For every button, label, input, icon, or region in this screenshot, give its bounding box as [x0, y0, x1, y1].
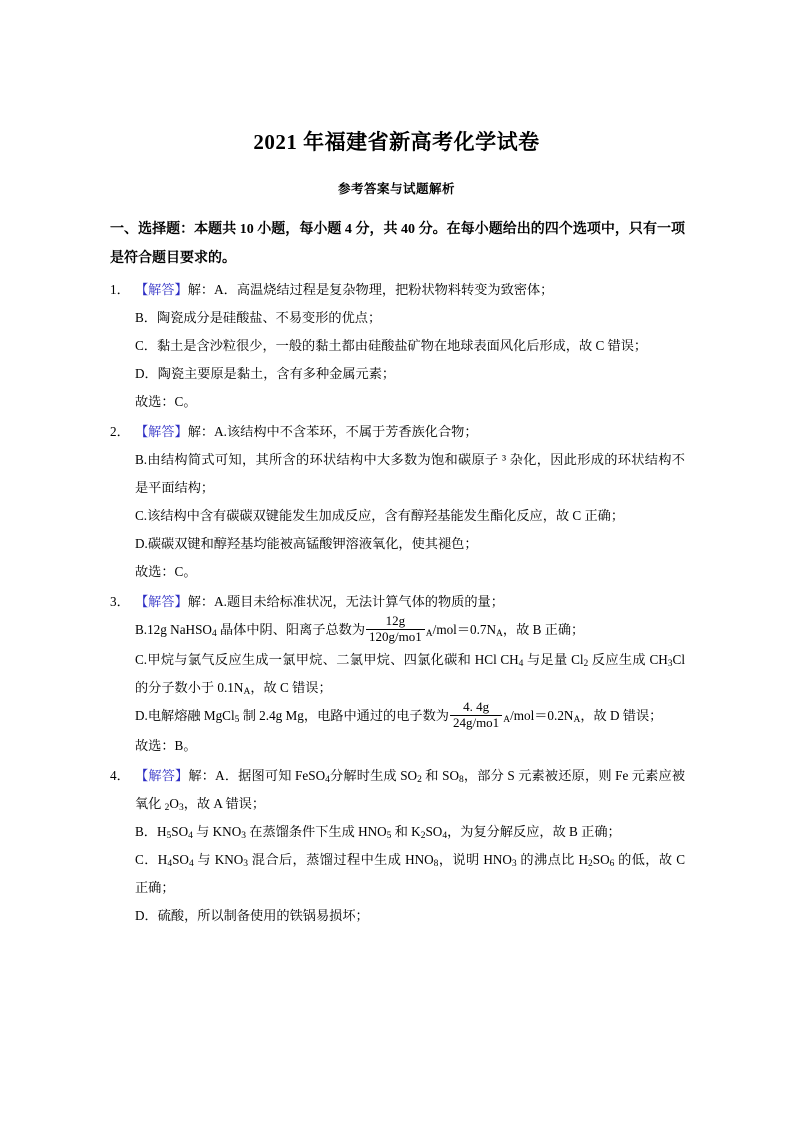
question-2-line-d — [110, 530, 685, 558]
formula-subscript: A — [496, 629, 503, 640]
question-4-line-a — [110, 762, 685, 818]
question-4-option-c-8: 的低，故 C 正确； — [135, 852, 685, 896]
fraction-numerator: 12g — [385, 612, 406, 628]
question-3-answer — [110, 732, 685, 760]
question-block-2 — [110, 416, 685, 586]
question-2-option-c: C.该结构中含有碳碳双键能发生加成反应，含有醇羟基能发生酯化反应，故 C 正确； — [135, 508, 625, 523]
question-3-option-c-4: Cl 的分子数小于 0.1N — [135, 652, 685, 696]
answer-lead: 解： — [187, 282, 215, 298]
question-4-option-b-6: SO — [425, 824, 443, 840]
question-4-option-a-1: A．据图可知 FeSO — [215, 768, 326, 784]
question-3-option-d-pre: D.电解熔融 MgCl — [135, 708, 235, 724]
answer-marker: 【解答】 — [135, 424, 188, 440]
question-4-option-c-2: SO — [172, 852, 189, 868]
formula-subscript: 4 — [211, 629, 217, 640]
question-2-answer — [110, 558, 685, 586]
question-3-option-b-pre: B.12g NaHSO — [135, 622, 212, 638]
question-1-option-d: D．陶瓷主要原是黏土，含有多种金属元素； — [135, 366, 396, 382]
formula-subscript: A — [503, 715, 511, 726]
formula-subscript: 4 — [442, 831, 448, 842]
formula-subscript: 3 — [241, 831, 246, 842]
question-2-final-answer: 故选：C。 — [135, 563, 197, 579]
answer-marker: 【解答】 — [135, 282, 188, 298]
page-subtitle: 参考答案与试题解析 — [337, 182, 455, 197]
question-3-line-a — [110, 588, 685, 616]
fraction-4-4g-over-24g-per-mol — [450, 700, 502, 730]
question-1-number: 1． — [110, 282, 130, 298]
question-3-number: 3． — [110, 593, 130, 609]
question-4-option-b-4: 在蒸馏条件下生成 HNO — [245, 824, 387, 840]
question-2-line-b — [110, 446, 685, 502]
fraction-denominator: 120g/mo1 — [366, 629, 425, 645]
formula-subscript: 5 — [234, 715, 240, 726]
question-4-option-d: D．硫酸，所以制备使用的铁锅易损坏； — [135, 908, 369, 923]
question-4-option-c-1: C．H — [135, 852, 168, 868]
question-1-line-a — [110, 276, 685, 304]
question-3-option-c-3: 反应生成 CH — [588, 652, 668, 668]
question-2-option-a: A.该结构中不含苯环，不属于芳香族化合物； — [214, 424, 478, 440]
question-3-line-d — [110, 699, 685, 732]
question-3-option-c-1: C.甲烷与氯气反应生成一氯甲烷、二氯甲烷、四氯化碳和 HCl CH — [135, 652, 519, 668]
question-1-line-d — [110, 360, 685, 388]
question-block-1 — [110, 274, 685, 416]
question-4-option-c-7: SO — [592, 852, 610, 868]
formula-subscript: 6 — [609, 859, 615, 870]
document-body — [0, 197, 793, 930]
formula-subscript: A — [243, 687, 251, 698]
question-1-answer — [110, 388, 685, 416]
question-4-option-b-2: SO — [171, 824, 189, 840]
question-2-line-c — [110, 502, 685, 530]
question-4-line-b — [110, 818, 685, 846]
formula-subscript: 5 — [386, 831, 392, 842]
question-4-option-a-6: ，故 A 错误； — [183, 796, 266, 812]
question-4-option-b-7: ，为复分解反应，故 B 正确； — [447, 824, 621, 840]
question-3-final-answer: 故选：B。 — [135, 738, 197, 754]
section-heading: 一、选择题：本题共 10 小题，每小题 4 分，共 40 分。在每小题给出的四个选项中，只有一项是符合题目要求的。 — [110, 222, 685, 267]
page-title: 2021 年福建省新高考化学试卷 — [253, 130, 540, 154]
question-1-line-c — [110, 332, 685, 360]
question-3-option-c-2: 与足量 Cl — [523, 652, 584, 668]
question-4-option-a-3: 和 SO — [421, 768, 459, 784]
formula-subscript: 4 — [188, 831, 193, 842]
fraction-denominator: 24g/mo1 — [450, 715, 502, 731]
question-3-option-a: A.题目未给标准状况，无法计算气体的物质的量； — [214, 593, 504, 609]
formula-subscript: 8 — [433, 859, 439, 870]
formula-subscript: A — [573, 715, 581, 726]
question-3-option-b-tail: ，故 B 正确； — [502, 622, 585, 638]
formula-subscript: 5 — [166, 831, 172, 842]
formula-subscript: 4 — [518, 659, 524, 670]
question-2-number: 2． — [110, 424, 130, 440]
fraction-12g-over-120g-per-mol — [366, 614, 425, 644]
question-3-option-c-5: ，故 C 错误； — [250, 680, 332, 696]
question-3-option-b-mid: 晶体中阴、阳离子总数为 — [216, 622, 366, 638]
question-4-option-b-1: B．H — [135, 824, 167, 840]
question-3-option-b-post: /mol＝0.7N — [432, 622, 497, 638]
fraction-numerator: 4. 4g — [463, 699, 490, 715]
formula-subscript: 2 — [583, 659, 589, 670]
question-4-option-c-5: ，说明 HNO — [438, 852, 512, 868]
formula-subscript: 8 — [458, 775, 464, 786]
question-4-option-a-5: O — [169, 796, 179, 812]
question-2-line-a — [110, 418, 685, 446]
question-4-line-d — [110, 902, 685, 930]
answer-marker: 【解答】 — [135, 768, 189, 784]
question-3-line-b — [110, 612, 685, 646]
answer-lead: 解： — [187, 424, 215, 440]
answer-marker: 【解答】 — [135, 593, 188, 609]
formula-subscript: 3 — [243, 859, 249, 870]
question-1-final-answer: 故选：C。 — [135, 394, 197, 410]
question-3-option-d-mid: 制 2.4g Mg，电路中通过的电子数为 — [239, 708, 449, 724]
question-4-option-a-2: 分解时生成 SO — [329, 768, 418, 784]
question-block-4 — [110, 760, 685, 930]
question-4-number: 4． — [110, 768, 130, 784]
formula-subscript: 4 — [325, 775, 330, 786]
answer-lead: 解： — [188, 768, 216, 784]
question-4-option-c-4: 混合后，蒸馏过程中生成 HNO — [248, 852, 434, 868]
question-4-line-c — [110, 846, 685, 902]
question-2-option-b: B.由结构简式可知，其所含的环状结构中大多数为饱和碳原子 ³ 杂化，因此形成的环状结构不是平面结构； — [135, 452, 685, 496]
question-4-option-c-6: 的沸点比 H — [516, 852, 589, 868]
formula-subscript: 4 — [167, 859, 173, 870]
question-2-option-d: D.碳碳双键和醇羟基均能被高锰酸钾溶液氧化，使其褪色； — [135, 535, 478, 551]
formula-subscript: 3 — [667, 659, 673, 670]
question-1-line-b — [110, 304, 685, 332]
formula-subscript: 4 — [188, 859, 194, 870]
question-4-option-b-3: 与 KNO — [192, 824, 242, 840]
formula-subscript: A — [425, 629, 433, 640]
answer-lead: 解： — [187, 593, 215, 609]
formula-subscript: 2 — [588, 859, 593, 870]
question-3-line-c — [110, 646, 685, 702]
question-1-option-c: C．黏土是含沙粒很少，一般的黏土都由硅酸盐矿物在地球表面风化后形成，故 C 错误； — [135, 338, 648, 354]
question-3-option-d-post: /mol＝0.2N — [510, 708, 574, 724]
question-1-option-a: A．高温烧结过程是复杂物理，把粉状物料转变为致密体； — [214, 282, 554, 298]
formula-subscript: 2 — [164, 803, 170, 814]
question-block-3 — [110, 586, 685, 760]
question-4-option-b-5: 和 K — [391, 824, 421, 840]
formula-subscript: 3 — [178, 803, 184, 814]
question-4-option-c-3: 与 KNO — [193, 852, 244, 868]
formula-subscript: 2 — [417, 775, 422, 786]
question-4-option-a-4: ，部分 S 元素被还原，则 Fe 元素应被氧化 — [135, 768, 686, 812]
question-1-option-b: B．陶瓷成分是硅酸盐、不易变形的优点； — [135, 310, 382, 326]
question-3-option-d-tail: ，故 D 错误； — [580, 708, 663, 724]
formula-subscript: 3 — [511, 859, 517, 870]
formula-subscript: 2 — [420, 831, 426, 842]
